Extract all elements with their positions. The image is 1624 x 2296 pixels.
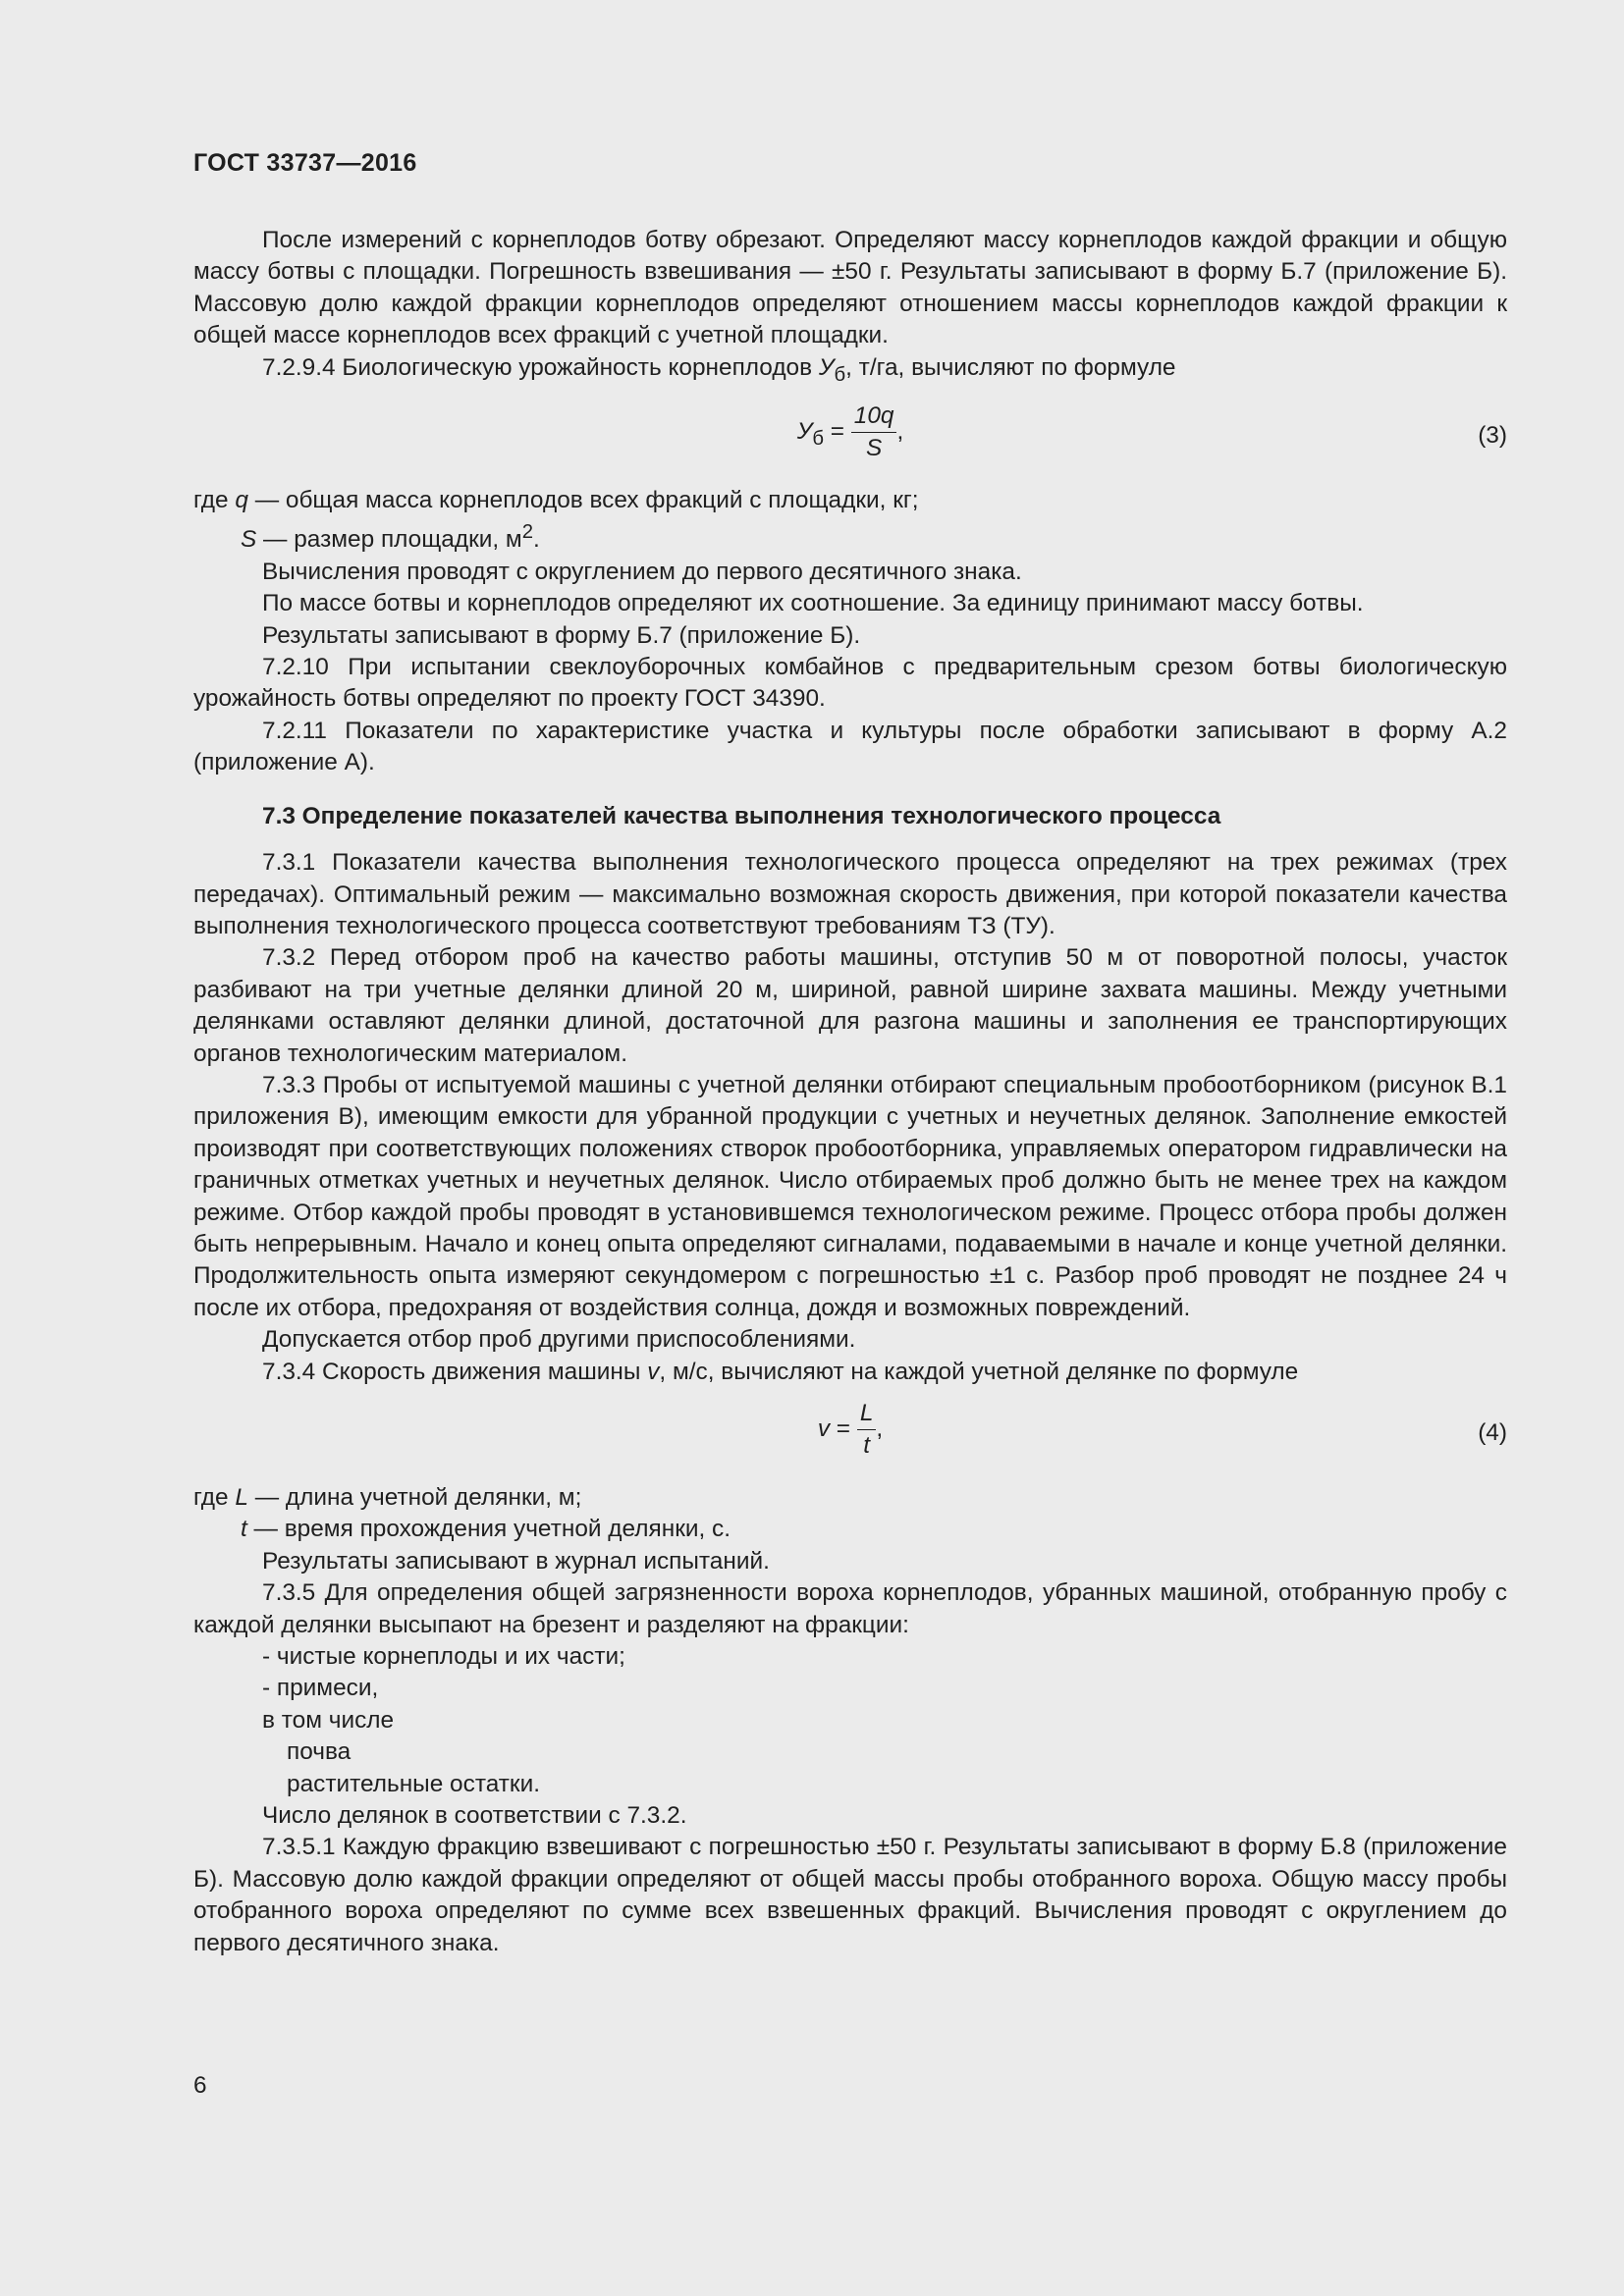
document-header: ГОСТ 33737—2016	[193, 149, 417, 177]
where-3-line-2: S — размер площадки, $м^2$.	[241, 521, 540, 554]
formula-3-number: (3)	[1478, 421, 1507, 449]
paragraph-7-3-4: 7.3.4 Скорость движения машины v, м/с, вычисляют на каждой учетной делянке по формуле	[262, 1358, 1299, 1385]
paragraph-7-3-5-1: 7.3.5.1 Каждую фракцию взвешивают с погрешностью ±50 г. Результаты записывают в форму Б.8 (приложение Б). Массовую долю каждой фракции определяют от общей массы пробы отобранного вороха. Общую массу пробы отобранного вороха определяют по сумме всех взвешенных фракций. Вычисления проводят с округлением до первого десятичного знака.	[193, 1834, 1507, 1956]
list-item: - чистые корнеплоды и их части;	[262, 1643, 625, 1671]
formula-3-denominator: S	[865, 434, 883, 461]
paragraph-7-2-9-4: 7.2.9.4 Биологическую урожайность корнеплодов $У_б$, т/га, вычисляют по формуле	[262, 353, 1176, 386]
list-item: растительные остатки.	[287, 1770, 540, 1797]
where-4-line-1: где L — длина учетной делянки, м;	[193, 1484, 582, 1511]
paragraph-plots-count: Число делянок в соответствии с 7.3.2.	[262, 1802, 687, 1830]
formula-4-number: (4)	[1478, 1419, 1507, 1446]
paragraph-other-devices: Допускается отбор проб другими приспособлениями.	[262, 1326, 856, 1354]
paragraph-7-3-5: 7.3.5 Для определения общей загрязненности вороха корнеплодов, убранных машиной, отобранную пробу с каждой делянки высыпают на брезент и разделяют на фракции:	[193, 1579, 1507, 1638]
list-item: в том числе	[262, 1706, 395, 1734]
paragraph-ratio: По массе ботвы и корнеплодов определяют их соотношение. За единицу принимают массу ботвы.	[262, 590, 1364, 617]
list-item: - примеси,	[262, 1675, 379, 1702]
formula-3-lhs: У	[796, 417, 813, 445]
list-item: почва	[287, 1738, 352, 1766]
formula-4-fraction	[857, 1398, 877, 1462]
where-3-line-1: где q — общая масса корнеплодов всех фракций с площадки, кг;	[193, 486, 919, 513]
page-number: 6	[193, 2072, 207, 2099]
paragraph-journal: Результаты записывают в журнал испытаний.	[262, 1547, 770, 1575]
paragraph-7-2-10: 7.2.10 При испытании свеклоуборочных комбайнов с предварительным срезом ботвы биологическую урожайность ботвы определяют по проекту ГОСТ 34390.	[193, 654, 1507, 713]
formula-4-numerator: L	[857, 1398, 877, 1430]
formula-4-lhs: v	[817, 1415, 831, 1442]
symbol-yield: У	[818, 353, 835, 381]
paragraph-results-b7: Результаты записывают в форму Б.7 (приложение Б).	[262, 621, 861, 649]
formula-4-denominator: t	[863, 1432, 870, 1459]
paragraph-7-3-1: 7.3.1 Показатели качества выполнения технологического процесса определяют на трех режимах (трех передачах). Оптимальный режим — максимально возможная скорость движения, при которой показатели качества выполнения технологического процесса соответствуют требованиям ТЗ (ТУ).	[193, 849, 1507, 939]
paragraph-7-2-11: 7.2.11 Показатели по характеристике участка и культуры после обработки записывают в форму А.2 (приложение А).	[193, 717, 1507, 776]
paragraph-7-3-3: 7.3.3 Пробы от испытуемой машины с учетной делянки отбирают специальным пробоотборником (рисунок В.1 приложения В), имеющим емкости для убранной продукции с учетных и неучетных делянок. Заполнение емкостей производят при соответствующих положениях створок пробоотборника, управляемых оператором гидравлически на граничных отметках учетных и неучетных делянок. Число отбираемых проб должно быть не менее трех на каждом режиме. Отбор каждой пробы проводят в установившемся технологическом режиме. Процесс отбора пробы должен быть непрерывным. Начало и конец опыта определяют сигналами, подаваемыми в начале и конце учетной делянки. Продолжительность опыта измеряют секундомером с погрешностью ±1 с. Разбор проб проводят не позднее 24 ч после их отбора, предохраняя от воздействия солнца, дождя и возможных повреждений.	[193, 1071, 1507, 1321]
page-content	[193, 225, 1507, 1959]
formula-4: v = $\frac{L}{t}$ , (4)	[193, 1388, 1507, 1482]
section-heading-7-3: 7.3 Определение показателей качества выполнения технологического процесса	[262, 802, 1221, 829]
formula-3-fraction	[851, 400, 897, 464]
paragraph-7-3-2: 7.3.2 Перед отбором проб на качество работы машины, отступив 50 м от поворотной полосы, участок разбивают на три учетные делянки длиной 20 м, шириной, равной ширине захвата машины. Между учетными делянками оставляют делянки длиной, достаточной для разгона машины и заполнения ее транспортирующих органов технологическим материалом.	[193, 944, 1507, 1067]
paragraph-rounding: Вычисления проводят с округлением до первого десятичного знака.	[262, 558, 1022, 585]
where-4-line-2: t — время прохождения учетной делянки, с.	[241, 1516, 731, 1543]
formula-3-numerator: 10q	[851, 400, 897, 433]
paragraph-7-2-9-3-cont: После измерений с корнеплодов ботву обрезают. Определяют массу корнеплодов каждой фракции и общую массу ботвы с площадки. Погрешность взвешивания — ±50 г. Результаты записывают в форму Б.7 (приложение Б). Массовую долю каждой фракции корнеплодов определяют отношением массы корнеплодов каждой фракции к общей массе корнеплодов всех фракций с учетной площадки.	[193, 227, 1507, 349]
formula-3: $У_б$ = $\frac{10q}{S}$ , (3)	[193, 391, 1507, 485]
